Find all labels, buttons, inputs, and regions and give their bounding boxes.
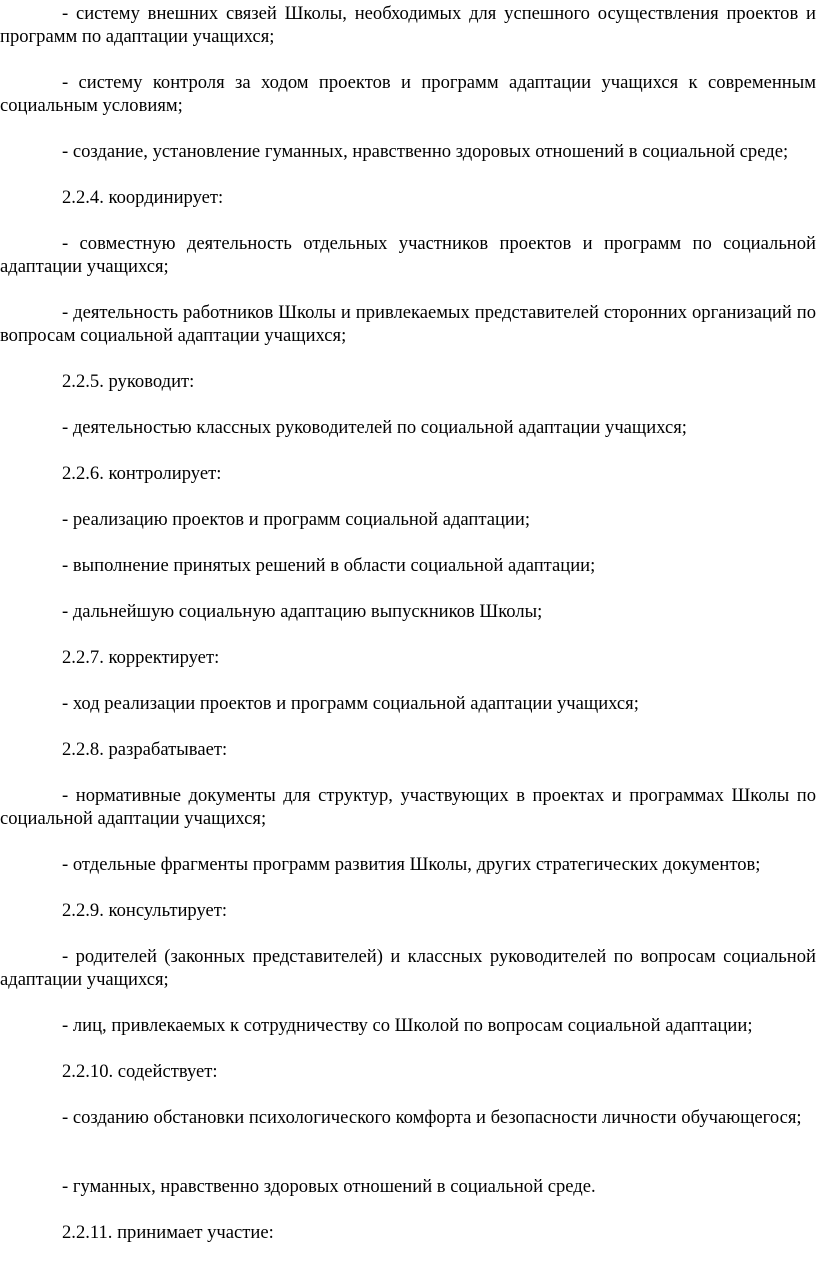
paragraph-implementation: - реализацию проектов и программ социальной адаптации; xyxy=(62,509,530,530)
paragraph-class-teachers-activity: - деятельностью классных руководителей по социальной адаптации учащихся; xyxy=(62,417,687,438)
paragraph-humane-relations-2: - гуманных, нравственно здоровых отношений в социальной среде. xyxy=(62,1176,596,1197)
heading-consults: 2.2.9. консультирует: xyxy=(62,900,228,921)
paragraph-normative-documents: - нормативные документы для структур, участвующих в проектах и программах Школы по социальной адаптации учащихся; xyxy=(0,785,816,829)
paragraph-decisions: - выполнение принятых решений в области социальной адаптации; xyxy=(62,555,596,576)
heading-controls: 2.2.6. контролирует: xyxy=(62,463,222,484)
paragraph-graduates: - дальнейшую социальную адаптацию выпускников Школы; xyxy=(62,601,543,622)
paragraph-school-staff-activity: - деятельность работников Школы и привлекаемых представителей сторонних организаций по вопросам социальной адаптации учащихся; xyxy=(0,302,816,346)
heading-participates: 2.2.11. принимает участие: xyxy=(62,1222,274,1243)
paragraph-external-links: - систему внешних связей Школы, необходимых для успешного осуществления проектов и программ по адаптации учащихся; xyxy=(0,3,816,47)
heading-develops: 2.2.8. разрабатывает: xyxy=(62,739,228,760)
heading-coordinates: 2.2.4. координирует: xyxy=(62,187,224,208)
paragraph-humane-relations: - создание, установление гуманных, нравственно здоровых отношений в социальной среде; xyxy=(62,141,789,162)
paragraph-psychological-comfort: - созданию обстановки психологического комфорта и безопасности личности обучающегося; xyxy=(62,1107,802,1128)
heading-manages: 2.2.5. руководит: xyxy=(62,371,195,392)
heading-assists: 2.2.10. содействует: xyxy=(62,1061,218,1082)
paragraph-control-system: - систему контроля за ходом проектов и программ адаптации учащихся к современным социальным условиям; xyxy=(0,72,816,116)
heading-corrects: 2.2.7. корректирует: xyxy=(62,647,220,668)
paragraph-course-of-implementation: - ход реализации проектов и программ социальной адаптации учащихся; xyxy=(62,693,639,714)
paragraph-parents: - родителей (законных представителей) и классных руководителей по вопросам социальной адаптации учащихся; xyxy=(0,946,816,990)
paragraph-program-fragments: - отдельные фрагменты программ развития Школы, других стратегических документов; xyxy=(62,854,761,875)
paragraph-joint-activity: - совместную деятельность отдельных участников проектов и программ по социальной адаптации учащихся; xyxy=(0,233,816,277)
paragraph-invited-persons: - лиц, привлекаемых к сотрудничеству со Школой по вопросам социальной адаптации; xyxy=(62,1015,753,1036)
